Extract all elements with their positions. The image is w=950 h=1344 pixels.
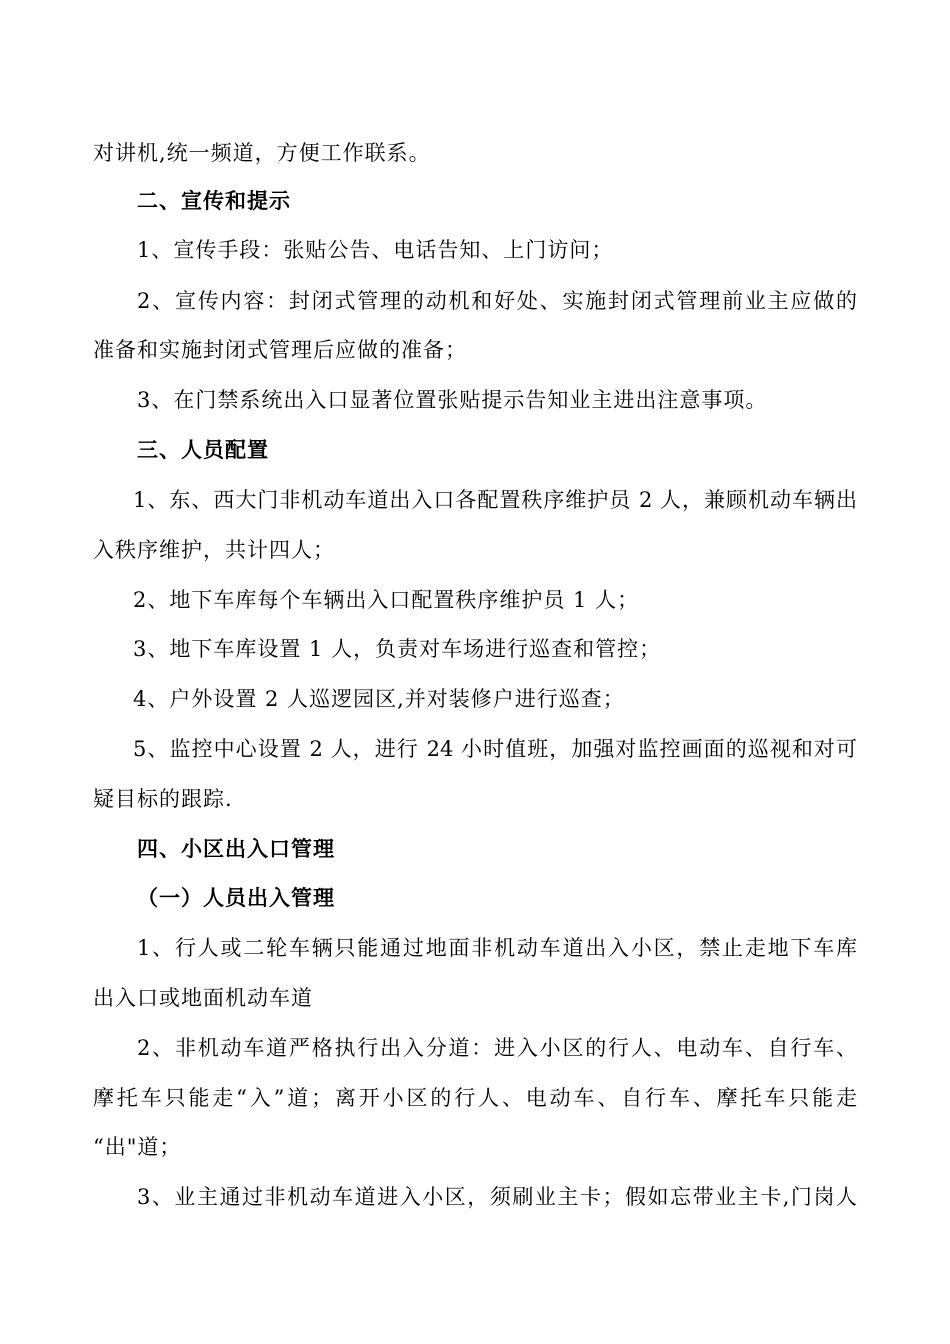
- paragraph-line: 1、宣传手段：张贴公告、电话告知、上门访问；: [137, 238, 614, 262]
- paragraph-line: 入秩序维护，共计四人；: [93, 538, 335, 562]
- paragraph-line: 5、监控中心设置 2 人，进行 24 小时值班，加强对监控画面的巡视和对可: [133, 737, 857, 761]
- section-heading-2: 二、宣传和提示: [137, 189, 291, 213]
- paragraph-line: 准备和实施封闭式管理后应做的准备；: [93, 338, 467, 362]
- paragraph-line: 2、宣传内容：封闭式管理的动机和好处、实施封闭式管理前业主应做的: [137, 289, 857, 313]
- paragraph-line: 3、地下车库设置 1 人，负责对车场进行巡查和管控；: [133, 637, 662, 661]
- paragraph-line: 3、在门禁系统出入口显著位置张贴提示告知业主进出注意事项。: [137, 388, 768, 412]
- paragraph-line: 1、东、西大门非机动车道出入口各配置秩序维护员 2 人，兼顾机动车辆出: [133, 488, 857, 512]
- paragraph-line: 摩托车只能走“入”道；离开小区的行人、电动车、自行车、摩托车只能走: [93, 1086, 857, 1110]
- paragraph-line: 1、行人或二轮车辆只能通过地面非机动车道出入小区，禁止走地下车库: [137, 936, 857, 960]
- paragraph-line: 4、户外设置 2 人巡逻园区,并对装修户进行巡查；: [133, 687, 625, 711]
- paragraph-line: 疑目标的跟踪.: [93, 787, 233, 811]
- subsection-heading-1: （一）人员出入管理: [137, 886, 335, 910]
- section-heading-4: 四、小区出入口管理: [137, 837, 335, 861]
- paragraph-line: “出"道；: [93, 1135, 182, 1159]
- paragraph-line: 出入口或地面机动车道: [93, 986, 313, 1010]
- paragraph-line: 3、业主通过非机动车道进入小区，须刷业主卡；假如忘带业主卡,门岗人: [137, 1185, 857, 1209]
- section-heading-3: 三、人员配置: [137, 438, 269, 462]
- paragraph-line: 对讲机,统一频道，方便工作联系。: [93, 141, 431, 165]
- paragraph-line: 2、非机动车道严格执行出入分道：进入小区的行人、电动车、自行车、: [137, 1036, 857, 1060]
- paragraph-line: 2、地下车库每个车辆出入口配置秩序维护员 1 人；: [133, 588, 640, 612]
